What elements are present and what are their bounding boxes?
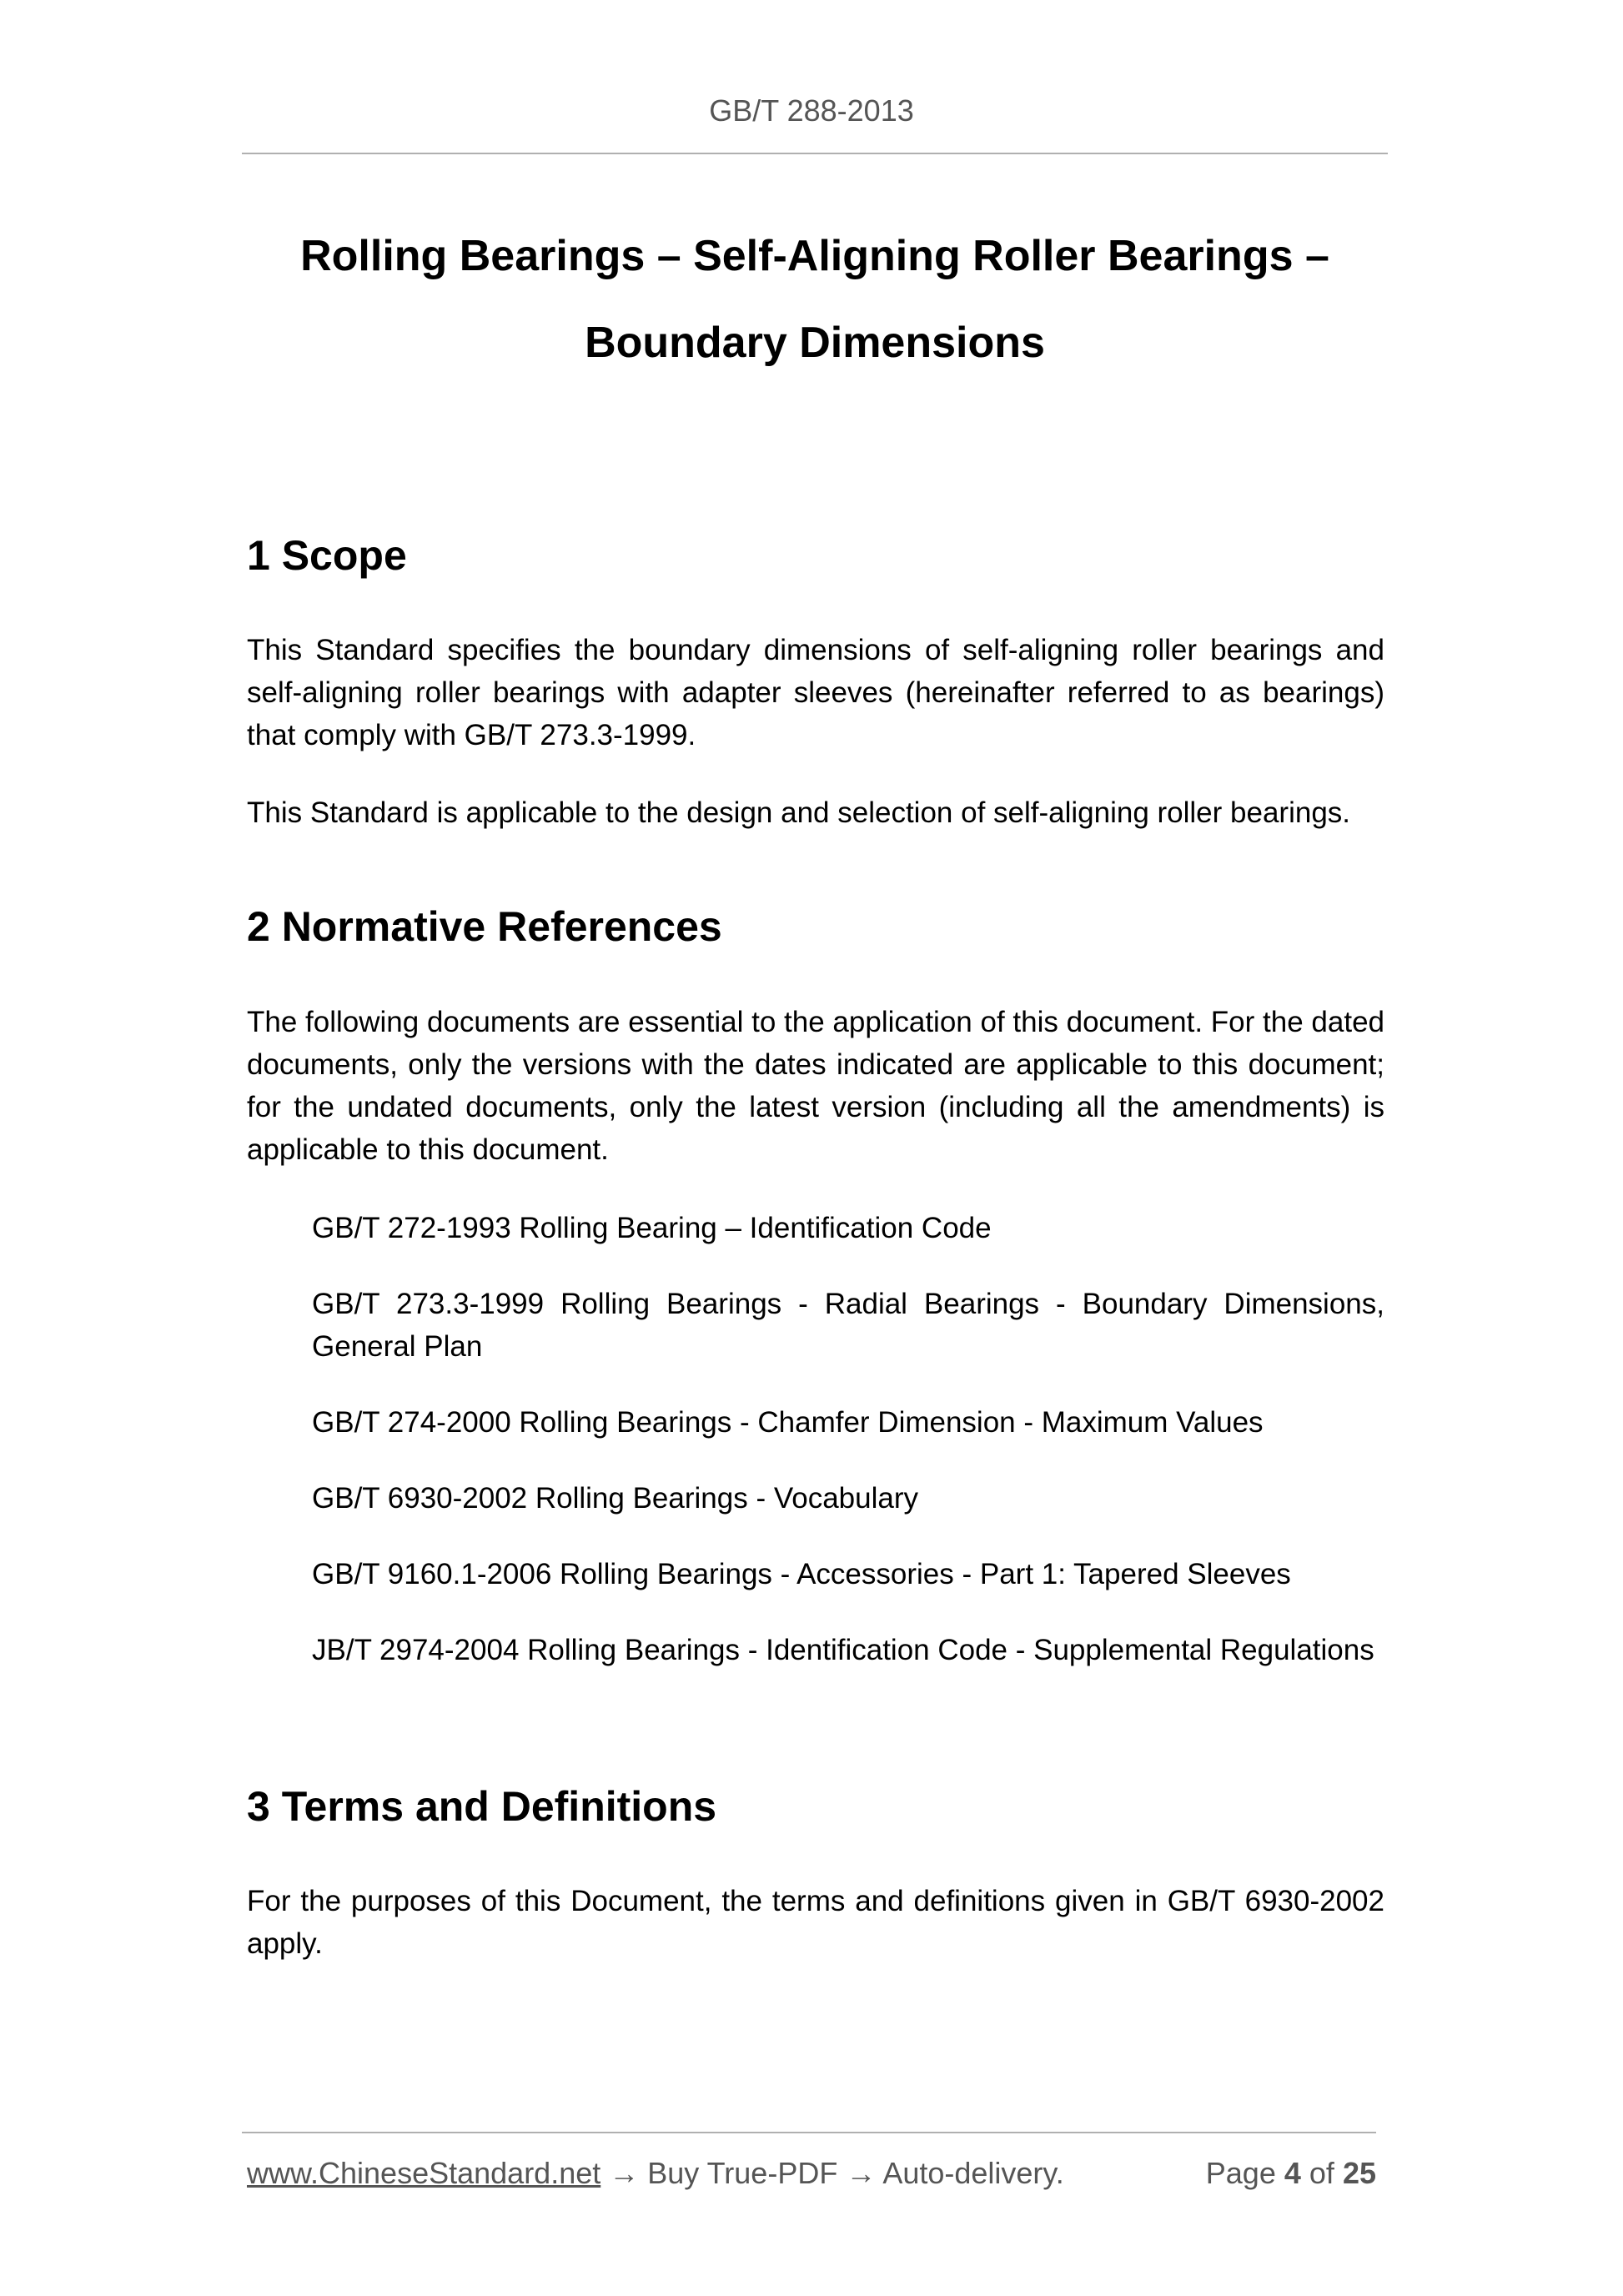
reference-item: GB/T 274-2000 Rolling Bearings - Chamfer Dimension - Maximum Values: [312, 1406, 1264, 1439]
document-title-line-1: Rolling Bearings – Self-Aligning Roller Bearings –: [300, 232, 1329, 280]
references-list-wrap: [247, 1207, 1384, 1705]
reference-item: GB/T 273.3-1999 Rolling Bearings - Radial Bearings - Boundary Dimensions, General Plan: [312, 1288, 1384, 1363]
footer-page-current: 4: [1284, 2156, 1301, 2190]
header-standard-code: GB/T 288-2013: [709, 93, 914, 128]
reference-item: GB/T 6930-2002 Rolling Bearings - Vocabulary: [312, 1482, 919, 1515]
section-heading-terms: 3 Terms and Definitions: [247, 1783, 717, 1830]
references-intro: The following documents are essential to the application of this document. For the dated documents, only the versions with the dates indicated are applicable to this document; for the undated documents, only the latest version (including all the amendments) is applicable to this document.: [247, 1006, 1384, 1166]
footer-page-indicator: [1206, 2156, 1376, 2191]
section-heading-scope: 1 Scope: [247, 532, 407, 579]
footer-divider: [242, 2132, 1376, 2133]
scope-paragraph-2-wrap: [247, 791, 1384, 834]
scope-paragraph-1: This Standard specifies the boundary dimensions of self-aligning roller bearings and self-aligning roller bearings with adapter sleeves (hereinafter referred to as bearings) that comply with GB/T 273.3-1999.: [247, 634, 1384, 751]
document-title: [242, 213, 1388, 386]
footer-page-of: of: [1309, 2156, 1334, 2190]
footer-promo: [247, 2156, 1064, 2191]
terms-paragraph: For the purposes of this Document, the terms and definitions given in GB/T 6930-2002 apply.: [247, 1885, 1384, 1960]
reference-item: GB/T 272-1993 Rolling Bearing – Identification Code: [312, 1212, 992, 1244]
reference-item: JB/T 2974-2004 Rolling Bearings - Identification Code - Supplemental Regulations: [312, 1634, 1374, 1666]
footer-tagline: → Buy True-PDF → Auto-delivery.: [600, 2156, 1064, 2190]
section-heading-references: 2 Normative References: [247, 903, 722, 950]
document-title-line-2: Boundary Dimensions: [585, 319, 1045, 367]
scope-paragraph-1-wrap: [247, 629, 1384, 756]
section-scope: [247, 530, 1384, 580]
footer-website-link[interactable]: www.ChineseStandard.net: [247, 2156, 601, 2190]
footer-page-label: Page: [1205, 2156, 1276, 2190]
references-list: [247, 1207, 1384, 1671]
references-intro-wrap: [247, 1001, 1384, 1171]
section-references: [247, 902, 1384, 952]
header-divider: [242, 153, 1388, 154]
reference-item: GB/T 9160.1-2006 Rolling Bearings - Accessories - Part 1: Tapered Sleeves: [312, 1558, 1291, 1590]
footer-page-total: 25: [1342, 2156, 1376, 2190]
terms-paragraph-wrap: [247, 1880, 1384, 1965]
scope-paragraph-2: This Standard is applicable to the design and selection of self-aligning roller bearings.: [247, 796, 1351, 829]
section-terms: [247, 1781, 1384, 1831]
